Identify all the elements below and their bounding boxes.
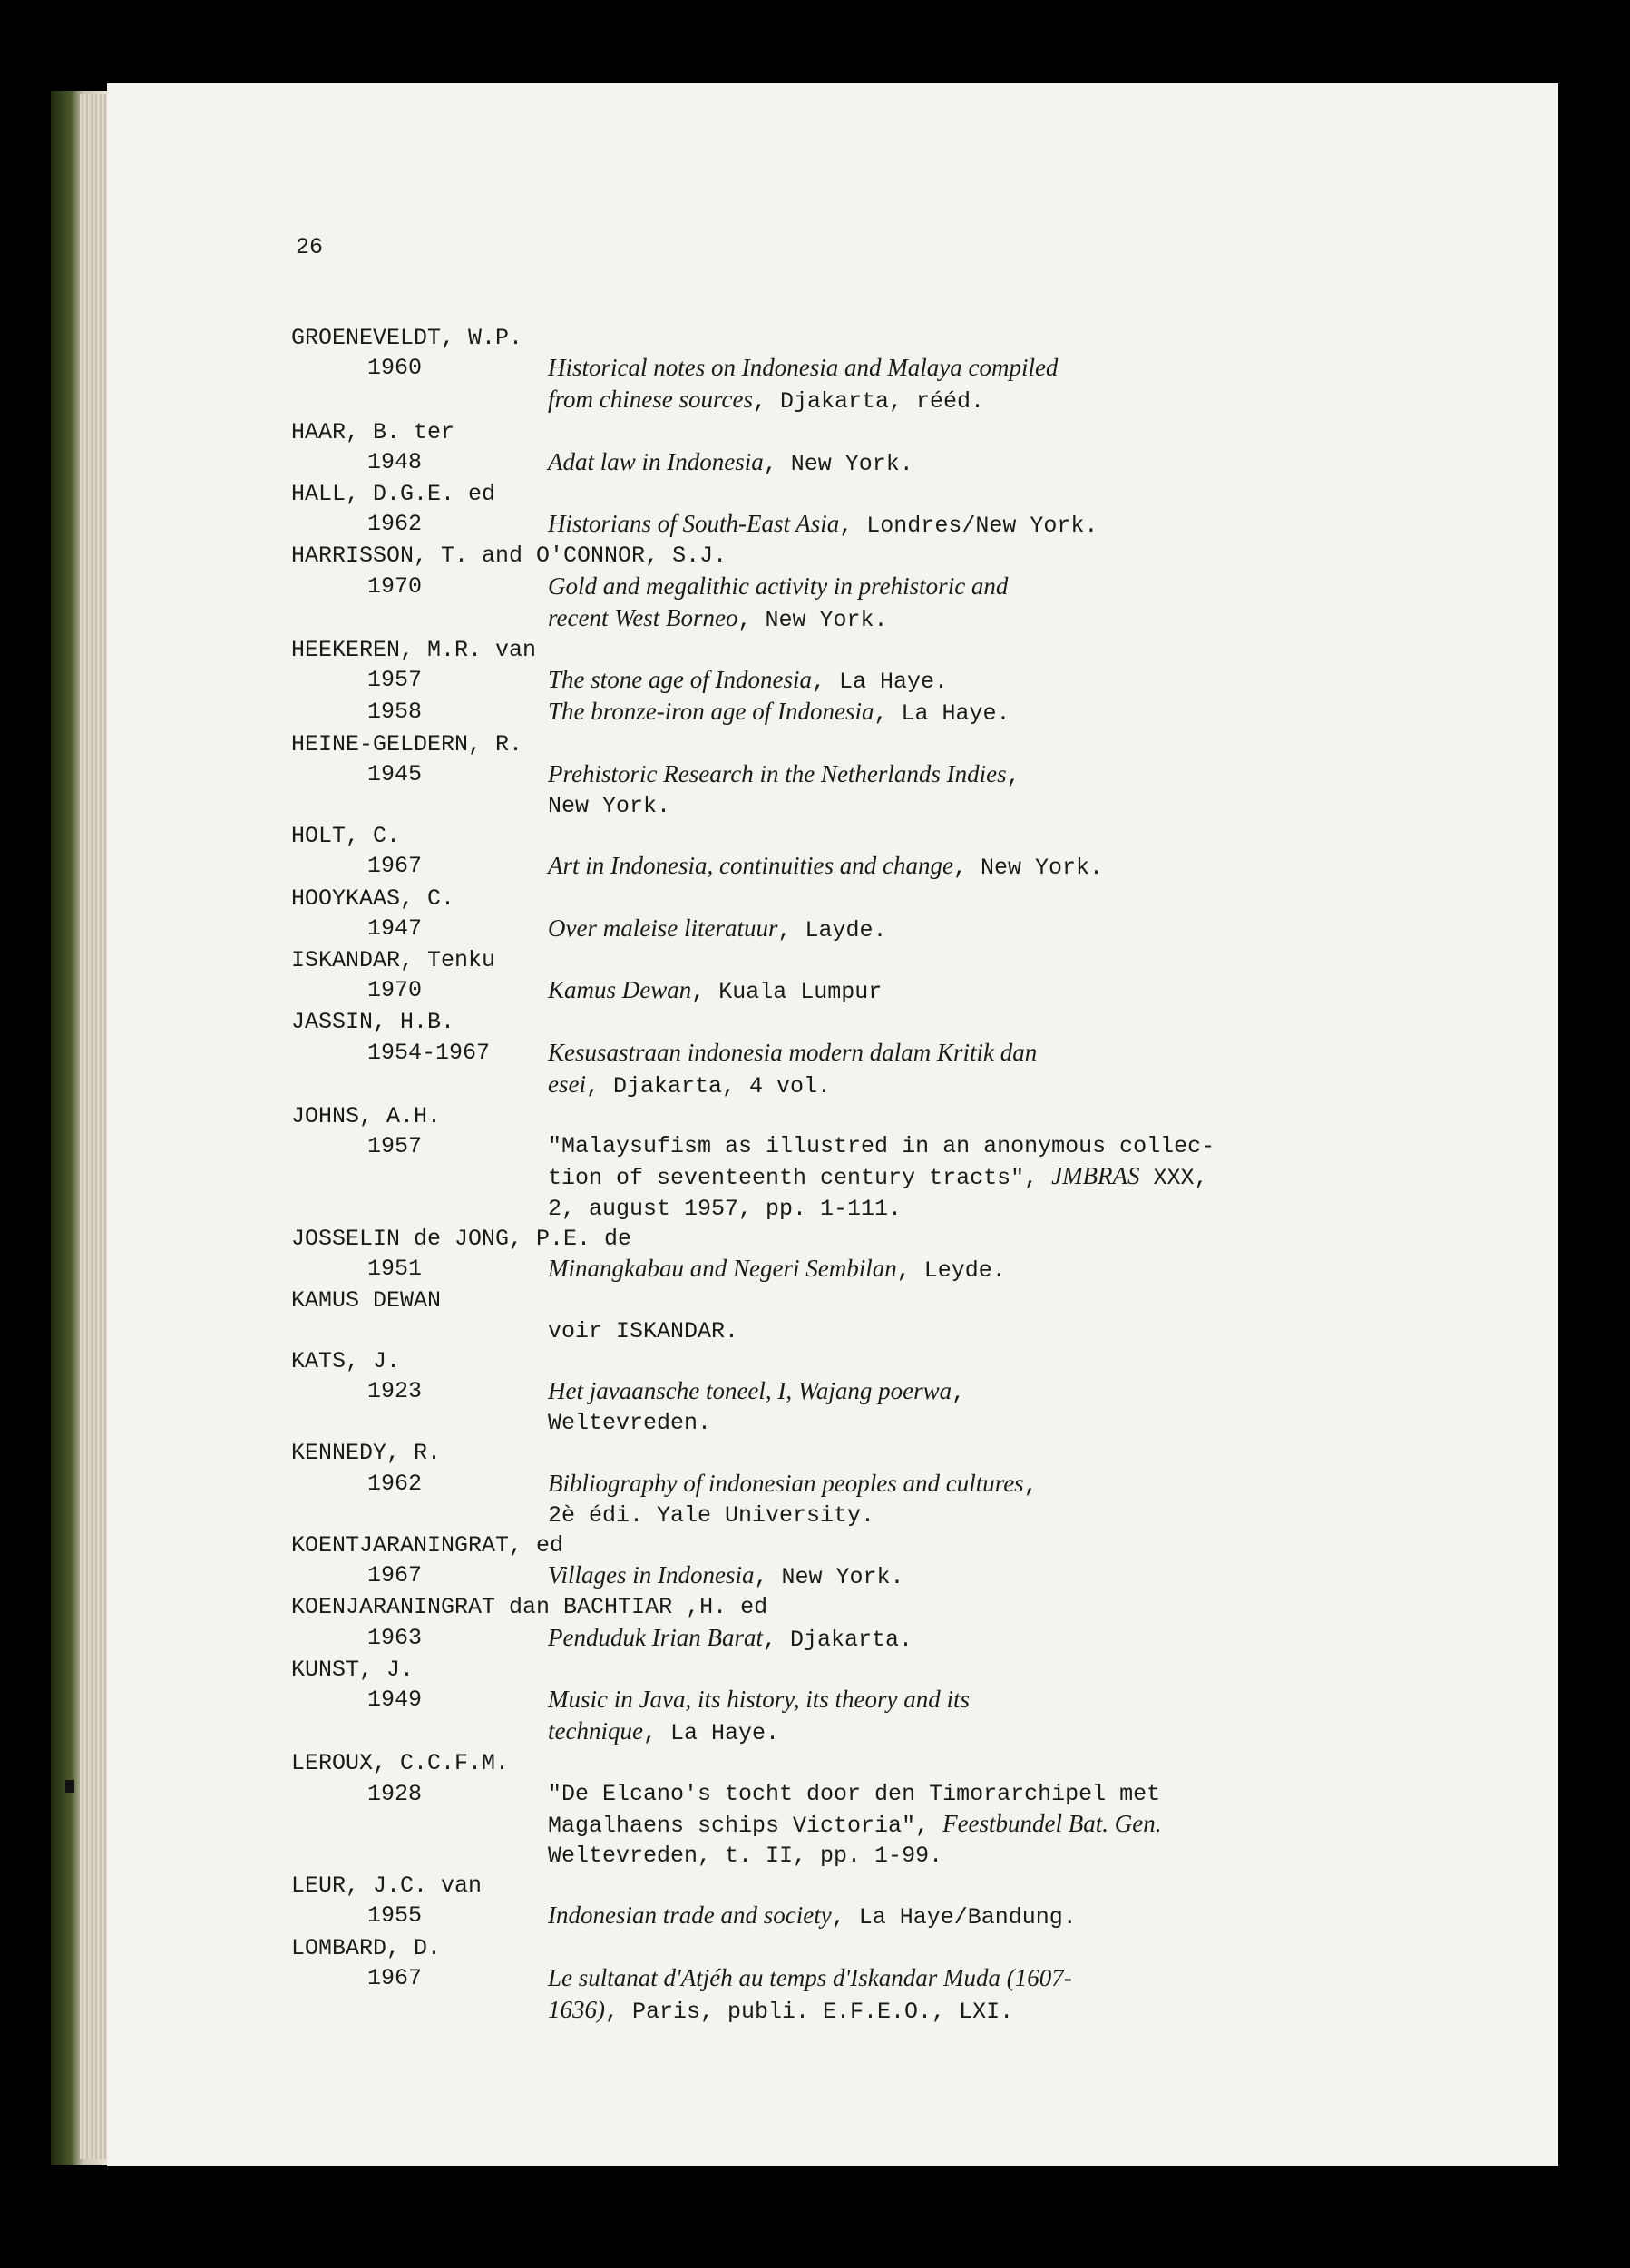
entry-year	[291, 1316, 548, 1346]
plain-text: , New York.	[952, 855, 1103, 882]
plain-text: , Djakarta, 4 vol.	[585, 1072, 832, 1100]
entry-author: GROENEVELDT, W.P.	[291, 325, 523, 351]
italic-title-text: Kesusastraan indonesia modern dalam Kritik dan	[548, 1038, 1038, 1066]
description-line	[548, 447, 1337, 479]
entry-description	[548, 1560, 1337, 1592]
entry-year: 1948	[367, 448, 423, 475]
description-line	[548, 509, 1337, 541]
bibliography-entry	[291, 635, 1470, 729]
entry-year: 1949	[367, 1686, 423, 1713]
italic-title-text: The stone age of Indonesia	[548, 666, 812, 694]
bibliography-entry	[291, 1871, 1470, 1932]
description-line	[548, 1161, 1337, 1193]
bibliography-entry	[291, 1101, 1470, 1224]
entry-description	[548, 1254, 1337, 1286]
description-line	[548, 791, 1337, 821]
plain-text: , Djakarta.	[762, 1626, 913, 1653]
description-line	[548, 1716, 1337, 1748]
bibliography-entry	[291, 1530, 1470, 1592]
entry-year: 1967	[367, 1562, 423, 1589]
entry-record	[291, 353, 1470, 416]
plain-text: ,	[952, 1379, 966, 1406]
plain-text: , Kuala Lumpur	[691, 979, 883, 1006]
entry-author: KOENTJARANINGRAT, ed	[291, 1531, 564, 1559]
entry-year: 1970	[367, 572, 423, 600]
italic-title-text: Music in Java, its history, its theory and its	[548, 1685, 970, 1713]
description-line	[548, 353, 1337, 385]
entry-record	[291, 1623, 1470, 1655]
plain-text: , New York.	[754, 1564, 904, 1591]
entry-author: KUNST, J.	[291, 1656, 415, 1683]
plain-text: ,	[1023, 1471, 1038, 1499]
entry-record	[291, 572, 1470, 635]
entry-year: 1962	[367, 1470, 423, 1497]
entry-year: 1967	[367, 1964, 423, 1991]
description-line	[548, 759, 1337, 791]
bibliography-entry	[291, 1933, 1470, 2028]
italic-title-text: Feestbundel Bat. Gen.	[942, 1809, 1162, 1837]
italic-title-text: esei	[548, 1070, 586, 1098]
plain-text: , Paris, publi. E.F.E.O., LXI.	[605, 1998, 1014, 2025]
bibliography-entry	[291, 479, 1470, 541]
description-line	[548, 1501, 1337, 1530]
plain-text: , Layde.	[777, 916, 887, 943]
entry-description	[548, 1131, 1337, 1224]
italic-title-text: technique	[548, 1717, 643, 1745]
plain-text: , Djakarta, rééd.	[752, 388, 985, 415]
plain-text: , New York.	[737, 606, 888, 633]
entry-author: HOOYKAAS, C.	[291, 885, 455, 912]
entry-record	[291, 665, 1470, 697]
entry-description	[548, 1779, 1337, 1872]
bibliography-entry	[291, 417, 1470, 479]
description-line	[548, 665, 1337, 697]
italic-title-text: Minangkabau and Negeri Sembilan	[548, 1255, 897, 1283]
entry-author: LOMBARD, D.	[291, 1934, 442, 1961]
description-line	[548, 1316, 1337, 1346]
description-line	[548, 1376, 1337, 1408]
bibliography-entry	[291, 1346, 1470, 1439]
entry-description	[548, 1376, 1337, 1438]
entry-author: KAMUS DEWAN	[291, 1287, 442, 1315]
entry-author: JASSIN, H.B.	[291, 1009, 455, 1036]
description-line	[548, 1469, 1337, 1501]
plain-text: "De Elcano's tocht door den Timorarchipel met	[548, 1780, 1161, 1807]
bibliography-entry	[291, 1592, 1470, 1654]
italic-title-text: from chinese sources	[548, 386, 753, 414]
entry-description	[548, 1963, 1337, 2027]
entry-author: HOLT, C.	[291, 823, 401, 850]
entry-author: LEUR, J.C. van	[291, 1872, 483, 1900]
bibliography-entry	[291, 945, 1470, 1007]
bibliography-entry	[291, 821, 1470, 883]
italic-title-text: Historians of South-East Asia	[548, 510, 840, 538]
description-line	[548, 1623, 1337, 1655]
description-line	[548, 1560, 1337, 1592]
entry-description	[548, 1901, 1337, 1932]
entry-description	[548, 1038, 1337, 1101]
plain-text: ,	[1006, 762, 1020, 789]
entry-record	[291, 1779, 1470, 1872]
entry-description	[548, 572, 1337, 635]
entry-year: 1963	[367, 1624, 423, 1651]
entry-description	[548, 447, 1337, 479]
description-line	[548, 1685, 1337, 1716]
entry-author: HALL, D.G.E. ed	[291, 481, 496, 508]
plain-text: , La Haye.	[811, 669, 948, 696]
description-line	[548, 975, 1337, 1007]
plain-text: 2, august 1957, pp. 1-111.	[548, 1195, 903, 1222]
entry-description	[548, 665, 1337, 697]
entry-record	[291, 1685, 1470, 1748]
italic-title-text: Villages in Indonesia	[548, 1561, 755, 1589]
description-line	[548, 1841, 1337, 1871]
entry-year: 1967	[367, 853, 423, 880]
entry-year: 1955	[367, 1902, 423, 1930]
margin-mark	[65, 1780, 74, 1793]
entry-record	[291, 1254, 1470, 1286]
description-line	[548, 572, 1337, 603]
entry-record	[291, 1560, 1470, 1592]
italic-title-text: 1636)	[548, 1995, 605, 2023]
entry-record	[291, 447, 1470, 479]
entry-author: HARRISSON, T. and O'CONNOR, S.J.	[291, 543, 727, 570]
entry-year: 1923	[367, 1377, 423, 1404]
description-line	[548, 1963, 1337, 1995]
plain-text: tion of seventeenth century tracts",	[548, 1165, 1052, 1192]
italic-title-text: Art in Indonesia, continuities and change	[548, 852, 953, 880]
italic-title-text: Kamus Dewan	[548, 976, 692, 1004]
plain-text: , La Haye.	[642, 1720, 779, 1747]
plain-text: , La Haye.	[874, 700, 1010, 728]
description-line	[548, 697, 1337, 728]
entry-record	[291, 1131, 1470, 1224]
bibliography-entry	[291, 1655, 1470, 1749]
entry-record	[291, 914, 1470, 945]
entry-record	[291, 1316, 1470, 1346]
description-line	[548, 1070, 1337, 1101]
italic-title-text: Gold and megalithic activity in prehistoric and	[548, 572, 1009, 600]
entry-description	[548, 697, 1337, 728]
entry-author: HAAR, B. ter	[291, 418, 455, 445]
description-line	[548, 385, 1337, 416]
entry-year: 1958	[367, 699, 423, 726]
page-number: 26	[296, 234, 324, 260]
plain-text: 2è édi. Yale University.	[548, 1501, 875, 1529]
entry-author: ISKANDAR, Tenku	[291, 947, 496, 974]
entry-description	[548, 759, 1337, 821]
entry-year: 1957	[367, 667, 423, 694]
entry-author: HEEKEREN, M.R. van	[291, 637, 537, 664]
entry-record	[291, 509, 1470, 541]
italic-title-text: Indonesian trade and society	[548, 1901, 832, 1930]
entry-description	[548, 353, 1337, 416]
entry-description	[548, 975, 1337, 1007]
bibliography-entry	[291, 1224, 1470, 1286]
entry-record	[291, 1469, 1470, 1530]
entry-year: 1951	[367, 1256, 423, 1283]
entry-year: 1970	[367, 977, 423, 1004]
bibliography-entry	[291, 1007, 1470, 1101]
entry-record	[291, 697, 1470, 728]
entry-author: KENNEDY, R.	[291, 1440, 442, 1467]
description-line	[548, 1194, 1337, 1224]
italic-title-text: The bronze-iron age of Indonesia	[548, 698, 874, 726]
italic-title-text: Adat law in Indonesia	[548, 447, 764, 475]
plain-text: , New York.	[763, 450, 913, 477]
plain-text: XXX,	[1139, 1165, 1208, 1192]
entry-year: 1957	[367, 1133, 423, 1160]
page-stack-lines	[80, 94, 111, 2159]
entry-author: KATS, J.	[291, 1347, 401, 1374]
entry-author: HEINE-GELDERN, R.	[291, 730, 523, 758]
description-line	[548, 603, 1337, 635]
plain-text: , Leyde.	[896, 1257, 1006, 1285]
entry-record	[291, 975, 1470, 1007]
plain-text: New York.	[548, 793, 671, 820]
bibliography-entry	[291, 729, 1470, 822]
description-line	[548, 1809, 1337, 1841]
italic-title-text: Historical notes on Indonesia and Malaya compiled	[548, 354, 1059, 382]
entry-year: 1960	[367, 355, 423, 382]
entry-description	[548, 1316, 1337, 1346]
description-line	[548, 1901, 1337, 1932]
bibliography-entry	[291, 1286, 1470, 1345]
entry-year: 1954-1967	[367, 1039, 491, 1066]
description-line	[548, 851, 1337, 883]
entry-year: 1928	[367, 1780, 423, 1807]
bibliography-entry	[291, 323, 1470, 417]
entry-description	[548, 1623, 1337, 1655]
entry-record	[291, 759, 1470, 821]
bibliography-list	[291, 323, 1470, 2027]
italic-title-text: Penduduk Irian Barat	[548, 1623, 763, 1651]
plain-text: Weltevreden.	[548, 1410, 712, 1437]
italic-title-text: Prehistoric Research in the Netherlands Indies	[548, 759, 1007, 787]
entry-author: JOHNS, A.H.	[291, 1103, 442, 1130]
bibliography-entry	[291, 884, 1470, 945]
entry-year: 1962	[367, 511, 423, 538]
entry-year: 1947	[367, 914, 423, 942]
description-line	[548, 1995, 1337, 2027]
plain-text: , Londres/New York.	[839, 513, 1098, 540]
entry-author: LEROUX, C.C.F.M.	[291, 1750, 510, 1777]
entry-author: JOSSELIN de JONG, P.E. de	[291, 1225, 632, 1252]
entry-record	[291, 1376, 1470, 1438]
entry-description	[548, 851, 1337, 883]
entry-description	[548, 509, 1337, 541]
description-line	[548, 1131, 1337, 1161]
entry-description	[548, 914, 1337, 945]
entry-year: 1945	[367, 760, 423, 787]
entry-record	[291, 1963, 1470, 2027]
entry-author: KOENJARANINGRAT dan BACHTIAR ,H. ed	[291, 1594, 768, 1621]
entry-description	[548, 1685, 1337, 1748]
plain-text: Magalhaens schips Victoria",	[548, 1812, 943, 1839]
bibliography-entry	[291, 1748, 1470, 1871]
italic-title-text: recent West Borneo	[548, 603, 738, 631]
description-line	[548, 1038, 1337, 1070]
plain-text: voir ISKANDAR.	[548, 1317, 739, 1344]
italic-title-text: Bibliography of indonesian peoples and cultures	[548, 1469, 1024, 1497]
entry-description	[548, 1469, 1337, 1530]
description-line	[548, 1408, 1337, 1438]
description-line	[548, 1779, 1337, 1809]
italic-title-text: Het javaansche toneel, I, Wajang poerwa	[548, 1376, 952, 1404]
description-line	[548, 914, 1337, 945]
plain-text: Weltevreden, t. II, pp. 1-99.	[548, 1842, 943, 1869]
italic-title-text: JMBRAS	[1051, 1162, 1140, 1190]
plain-text: "Malaysufism as illustred in an anonymous collec-	[548, 1133, 1215, 1160]
italic-title-text: Over maleise literatuur	[548, 914, 778, 942]
plain-text: , La Haye/Bandung.	[831, 1904, 1077, 1931]
entry-record	[291, 1038, 1470, 1101]
bibliography-entry	[291, 541, 1470, 635]
description-line	[548, 1254, 1337, 1286]
bibliography-entry	[291, 1438, 1470, 1530]
italic-title-text: Le sultanat d'Atjéh au temps d'Iskandar Muda (1607-	[548, 1963, 1072, 1991]
entry-record	[291, 1901, 1470, 1932]
entry-record	[291, 851, 1470, 883]
